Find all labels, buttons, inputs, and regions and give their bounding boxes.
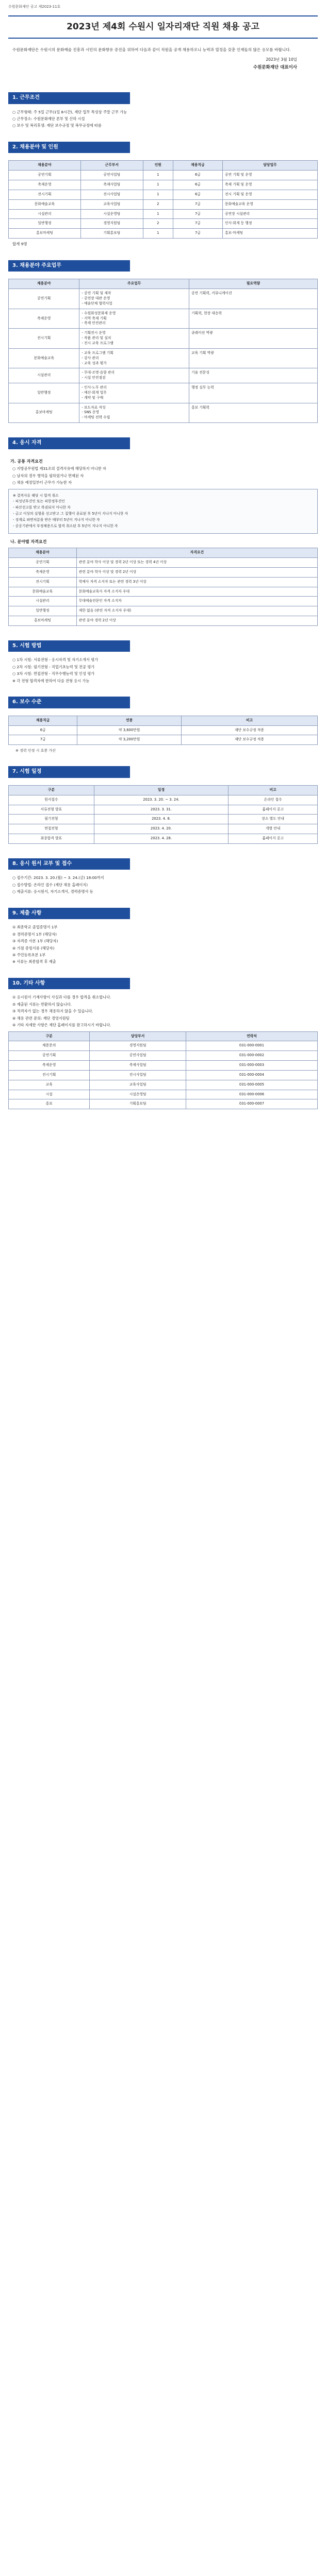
table-cell: 인사·회계 등 행정	[222, 219, 317, 229]
table-cell: 공연기획	[9, 289, 79, 309]
table-cell: 홍보마케팅	[9, 229, 81, 239]
table-cell: 시설운영팀	[90, 1090, 186, 1099]
list-item: - 징계로 파면처분을 받은 때부터 5년이 지나지 아니한 자	[13, 517, 100, 522]
table-cell: 1	[143, 209, 173, 219]
table-header: 주요업무	[79, 279, 189, 289]
recruitment-total: 합계 9명	[12, 242, 27, 247]
application-list	[8, 875, 318, 894]
table-row	[9, 1041, 318, 1051]
section-1-title: 1. 근무조건	[8, 92, 130, 104]
table-cell: 교육	[9, 1080, 90, 1090]
table-cell: 공연사업팀	[80, 171, 143, 180]
table-cell: 면접전형	[9, 824, 94, 834]
table-cell: 2	[143, 199, 173, 209]
table-cell: 큐레이션 역량	[189, 329, 317, 349]
section-9-title: 9. 제출 사항	[8, 908, 130, 920]
table-row	[9, 219, 318, 229]
table-header: 담당부서	[90, 1031, 186, 1041]
table-row	[9, 403, 318, 423]
table-cell: 약 3,200만원	[77, 735, 182, 745]
table-cell: 7급	[173, 209, 222, 219]
table-cell: 홈페이지 공고	[229, 834, 318, 844]
table-cell: 전시기획	[9, 329, 79, 349]
table-cell: 6급	[173, 190, 222, 199]
table-row	[9, 199, 318, 209]
table-cell: 공연장 시설관리	[222, 209, 317, 219]
table-cell: 031-000-0001	[186, 1041, 318, 1051]
table-row	[9, 834, 318, 844]
table-cell: 온라인 접수	[229, 795, 318, 805]
list-item: ④ 가점 증빙서류 (해당자)	[12, 945, 55, 951]
table-row	[9, 368, 318, 383]
table-cell: 031-000-0007	[186, 1099, 318, 1109]
table-header: 구분	[9, 1031, 90, 1041]
table-cell: 전시기획	[9, 190, 81, 199]
table-cell: 기획홍보팀	[90, 1099, 186, 1109]
list-item: ○ 근무장소: 수원문화재단 본부 및 산하 시설	[12, 116, 85, 122]
duties-table	[8, 279, 318, 423]
list-item: - 금고 이상의 실형을 선고받고 그 집행이 종료된 후 5년이 지나지 아니한 자	[13, 512, 128, 516]
table-header: 비고	[182, 716, 318, 725]
organization-name: 수원문화재단 대표이사	[253, 64, 297, 70]
table-row	[9, 289, 318, 309]
table-cell: 홍보·마케팅	[222, 229, 317, 239]
table-cell: 축제운영	[9, 1061, 90, 1071]
table-cell: 일반행정	[9, 606, 77, 616]
announcement-page	[8, 0, 318, 1128]
list-item: - 피성년후견인 또는 피한정후견인	[13, 499, 65, 504]
table-cell: - 기획전시 운영 - 작품 관리 및 설치 - 전시 교육 프로그램	[79, 329, 189, 349]
table-cell: 교육 기획 역량	[189, 348, 317, 368]
table-cell: 홍보마케팅	[9, 616, 77, 626]
table-cell: 기술 전문성	[189, 368, 317, 383]
list-item: ○ 제출서류: 응시원서, 자기소개서, 경력증명서 등	[12, 889, 93, 894]
table-cell: 공연기획	[9, 171, 81, 180]
table-cell: 공연기획	[9, 1051, 90, 1061]
table-row	[9, 558, 318, 568]
table-cell: 홈페이지 공고	[229, 805, 318, 815]
table-row	[9, 795, 318, 805]
table-cell: - 무대·조명·음향 관리 - 시설 안전점검	[79, 368, 189, 383]
table-cell: 1	[143, 180, 173, 190]
list-item: ※ 각 전형 합격자에 한하여 다음 전형 응시 가능	[12, 678, 90, 683]
list-item: ○ 남자의 경우 병역을 필하였거나 면제된 자	[12, 473, 84, 478]
table-cell: 축제운영	[9, 567, 77, 577]
table-cell: 전시기획	[9, 577, 77, 587]
table-header: 자격요건	[76, 548, 317, 558]
list-item: ※ 서류는 최종합격 후 제출	[12, 959, 56, 964]
qualification-table	[8, 548, 318, 626]
table-cell: 031-000-0003	[186, 1061, 318, 1071]
salary-note: ※ 경력 인정 시 호봉 가산	[15, 749, 56, 753]
table-row	[9, 616, 318, 626]
table-header: 연봉	[77, 716, 182, 725]
table-cell: 약 3,600만원	[77, 725, 182, 735]
list-item: ② 경력증명서 1부 (해당자)	[12, 931, 57, 937]
table-cell: 무대예술전문인 자격 소지자	[76, 597, 317, 606]
table-row	[9, 209, 318, 219]
section-3-title: 3. 채용분야 주요업무	[8, 260, 130, 272]
table-cell: 전시사업팀	[90, 1070, 186, 1080]
table-row	[9, 1061, 318, 1071]
table-header: 담당업무	[222, 161, 317, 171]
table-cell: 시설관리	[9, 209, 81, 219]
table-cell: 전시 기획 및 운영	[222, 190, 317, 199]
table-row	[9, 1080, 318, 1090]
list-item: ※ 결격사유 해당 시 합격 취소	[13, 493, 59, 498]
table-cell: 시설	[9, 1090, 90, 1099]
table-cell: 교육사업팀	[80, 199, 143, 209]
table-row	[9, 1099, 318, 1109]
intro-text: 수원문화재단은 수원시의 문화예술 진흥과 시민의 문화향유 증진을 위하여 다음과 같이 직원을 공개 채용하오니 능력과 열정을 갖춘 인재들의 많은 응모를 바랍니다.	[12, 47, 291, 52]
table-header: 인원	[143, 161, 173, 171]
table-cell: 홍보	[9, 1099, 90, 1109]
section-2-title: 2. 채용분야 및 인원	[8, 142, 130, 154]
table-cell: 축제 기획 및 운영	[222, 180, 317, 190]
schedule-table	[8, 785, 318, 844]
table-header: 연락처	[186, 1031, 318, 1041]
table-cell: 기획력, 현장 대응력	[189, 309, 317, 329]
table-cell: 채용문의	[9, 1041, 90, 1051]
table-row	[9, 567, 318, 577]
section-6-title: 6. 보수 수준	[8, 697, 130, 708]
table-cell: 전시기획	[9, 1070, 90, 1080]
list-item: ○ 근무형태: 주 5일 근무(1일 8시간), 재단 업무 특성상 주말 근무 가능	[12, 109, 127, 114]
table-cell: 6급	[9, 725, 77, 735]
contact-table	[8, 1031, 318, 1110]
table-cell: 문화예술교육사 자격 소지자 우대	[76, 587, 317, 597]
table-header: 근무부서	[80, 161, 143, 171]
list-item: ③ 적격자가 없는 경우 채용하지 않을 수 있습니다.	[12, 1009, 93, 1014]
table-cell: 일반행정	[9, 219, 81, 229]
table-cell: 031-000-0005	[186, 1080, 318, 1090]
page-title: 2023년 제4회 수원시 일자리재단 직원 채용 공고	[8, 15, 318, 39]
table-cell: 시설관리	[9, 597, 77, 606]
table-row	[9, 348, 318, 368]
table-cell: 재단 보수규정 적용	[182, 735, 318, 745]
table-header: 구분	[9, 785, 94, 795]
table-cell: 031-000-0004	[186, 1070, 318, 1080]
table-cell: 관련 분야 학사 이상 및 경력 2년 이상 또는 경력 4년 이상	[76, 558, 317, 568]
table-cell: 7급	[173, 199, 222, 209]
table-cell: 2023. 3. 31.	[94, 805, 229, 815]
table-cell: 6급	[173, 171, 222, 180]
announcement-date: 2023년 3월 10일	[266, 57, 297, 62]
table-cell: 7급	[173, 219, 222, 229]
table-cell: 홍보마케팅	[9, 403, 79, 423]
table-row	[9, 383, 318, 403]
table-cell: 공연기획	[9, 558, 77, 568]
table-cell: 1	[143, 171, 173, 180]
table-cell: 031-000-0002	[186, 1051, 318, 1061]
list-item: ① 응시원서 기재사항이 사실과 다를 경우 합격을 취소합니다.	[12, 995, 111, 1000]
table-row	[9, 725, 318, 735]
table-cell: 필기전형	[9, 815, 94, 824]
list-item: - 파산선고를 받고 복권되지 아니한 자	[13, 505, 71, 510]
table-cell: 원서접수	[9, 795, 94, 805]
table-cell: 축제사업팀	[90, 1061, 186, 1071]
list-item: - 공공기관에서 부정채용으로 합격 취소된 후 5년이 지나지 아니한 자	[13, 523, 118, 528]
table-cell: 시설관리	[9, 368, 79, 383]
table-header: 필요역량	[189, 279, 317, 289]
salary-table	[8, 716, 318, 745]
table-cell: 2023. 4. 28.	[94, 834, 229, 844]
table-cell: 7급	[173, 229, 222, 239]
disqualification-box	[8, 489, 318, 534]
table-cell: 장소 별도 안내	[229, 815, 318, 824]
table-row	[9, 1090, 318, 1099]
table-row	[9, 190, 318, 199]
list-item: ④ 채용 관련 문의: 재단 경영지원팀	[12, 1015, 70, 1021]
section-10-title: 10. 기타 사항	[8, 978, 130, 990]
table-row	[9, 229, 318, 239]
table-cell: 교육사업팀	[90, 1080, 186, 1090]
list-item: ○ 접수기간: 2023. 3. 20.(월) ~ 3. 24.(금) 18:00까지	[12, 875, 104, 880]
list-item: ① 최종학교 졸업증명서 1부	[12, 925, 58, 930]
table-row	[9, 577, 318, 587]
table-row	[9, 171, 318, 180]
list-item: ○ 보수 및 복리후생: 재단 보수규정 및 복무규정에 따름	[12, 123, 102, 128]
exam-method-list	[8, 657, 318, 684]
table-row	[9, 735, 318, 745]
table-cell: 공연사업팀	[90, 1051, 186, 1061]
table-cell: 2023. 3. 20. ~ 3. 24.	[94, 795, 229, 805]
list-item: ○ 2차 시험: 필기전형 - 직업기초능력 및 전공 평가	[12, 664, 95, 669]
table-cell: - 보도자료 작성 - SNS 운영 - 마케팅 전략 수립	[79, 403, 189, 423]
table-cell: 행정 실무 능력	[189, 383, 317, 403]
submission-list	[8, 925, 318, 965]
list-item: ○ 3차 시험: 면접전형 - 직무수행능력 및 인성 평가	[12, 671, 95, 676]
table-cell: 문화예술교육	[9, 348, 79, 368]
table-cell: 축제사업팀	[80, 180, 143, 190]
list-item: ○ 지방공무원법 제31조의 결격사유에 해당하지 아니한 자	[12, 466, 106, 471]
table-row	[9, 587, 318, 597]
table-cell: - 공연 기획 및 제작 - 공연장 대관 운영 - 예술단체 협력사업	[79, 289, 189, 309]
table-cell: 제한 없음 (관련 자격 소지자 우대)	[76, 606, 317, 616]
table-row	[9, 606, 318, 616]
table-cell: 2023. 4. 20.	[94, 824, 229, 834]
table-header: 채용분야	[9, 548, 77, 558]
table-cell: 재단 보수규정 적용	[182, 725, 318, 735]
table-cell: 공연 기획력, 커뮤니케이션	[189, 289, 317, 309]
table-row	[9, 180, 318, 190]
table-header: 비고	[229, 785, 318, 795]
table-cell: 경영지원팀	[80, 219, 143, 229]
table-cell: 경영지원팀	[90, 1041, 186, 1051]
section-5-title: 5. 시험 방법	[8, 640, 130, 652]
table-cell: 1	[143, 229, 173, 239]
table-header: 일정	[94, 785, 229, 795]
table-cell: 서류전형 발표	[9, 805, 94, 815]
table-cell: - 교육 프로그램 기획 - 강사 관리 - 교육 성과 평가	[79, 348, 189, 368]
document-number: 수원문화재단 공고 제2023-11호	[8, 5, 61, 9]
table-row	[9, 805, 318, 815]
table-cell: 홍보 기획력	[189, 403, 317, 423]
table-row	[9, 824, 318, 834]
table-row	[9, 597, 318, 606]
table-cell: 축제운영	[9, 180, 81, 190]
list-item: ○ 1차 시험: 서류전형 - 응시자격 및 자기소개서 평가	[12, 657, 99, 663]
table-cell: 031-000-0006	[186, 1090, 318, 1099]
table-cell: 관련 분야 학사 이상 및 경력 2년 이상	[76, 567, 317, 577]
common-requirements-list	[8, 466, 318, 485]
table-row	[9, 309, 318, 329]
table-header: 채용직급	[9, 716, 77, 725]
section-4-title: 4. 응시 자격	[8, 437, 130, 449]
list-item: ○ 접수방법: 온라인 접수 (재단 채용 홈페이지)	[12, 882, 88, 887]
section-8-title: 8. 응시 원서 교부 및 접수	[8, 858, 130, 870]
table-cell: 공연 기획 및 운영	[222, 171, 317, 180]
table-cell: 시설운영팀	[80, 209, 143, 219]
table-header: 채용분야	[9, 161, 81, 171]
list-item: ⑤ 주민등록초본 1부	[12, 952, 46, 957]
table-cell: 기획홍보팀	[80, 229, 143, 239]
table-cell: 축제운영	[9, 309, 79, 329]
table-cell: - 수원화성문화제 운영 - 지역 축제 기획 - 축제 안전관리	[79, 309, 189, 329]
table-cell: - 인사·노무 관리 - 예산·회계 업무 - 계약 및 구매	[79, 383, 189, 403]
list-item: ② 제출된 서류는 반환하지 않습니다.	[12, 1002, 72, 1007]
table-row	[9, 329, 318, 349]
table-cell: 학예사 자격 소지자 또는 관련 경력 3년 이상	[76, 577, 317, 587]
list-item: ○ 채용 예정일부터 근무가 가능한 자	[12, 480, 72, 485]
table-cell: 문화예술교육	[9, 199, 81, 209]
table-cell: 2	[143, 219, 173, 229]
other-notes-list	[8, 995, 318, 1028]
table-row	[9, 1070, 318, 1080]
table-cell: 최종합격 발표	[9, 834, 94, 844]
table-cell: 문화예술교육	[9, 587, 77, 597]
table-row	[9, 815, 318, 824]
table-cell: 1	[143, 190, 173, 199]
common-requirements-heading: 가. 공통 자격요건	[10, 459, 43, 464]
table-header: 채용직급	[173, 161, 222, 171]
field-requirements-heading: 나. 분야별 자격요건	[10, 539, 47, 544]
table-cell: 7급	[9, 735, 77, 745]
table-header: 채용분야	[9, 279, 79, 289]
table-cell: 관련 분야 경력 2년 이상	[76, 616, 317, 626]
table-cell: 일반행정	[9, 383, 79, 403]
section-7-title: 7. 시험 일정	[8, 766, 130, 778]
section-1-list	[8, 110, 318, 129]
table-cell: 문화예술교육 운영	[222, 199, 317, 209]
table-cell: 6급	[173, 180, 222, 190]
table-cell: 전시사업팀	[80, 190, 143, 199]
recruitment-table	[8, 160, 318, 239]
list-item: ⑤ 기타 자세한 사항은 재단 홈페이지를 참고하시기 바랍니다.	[12, 1023, 111, 1028]
table-row	[9, 1051, 318, 1061]
list-item: ③ 자격증 사본 1부 (해당자)	[12, 939, 58, 944]
table-cell: 개별 안내	[229, 824, 318, 834]
table-cell: 2023. 4. 8.	[94, 815, 229, 824]
